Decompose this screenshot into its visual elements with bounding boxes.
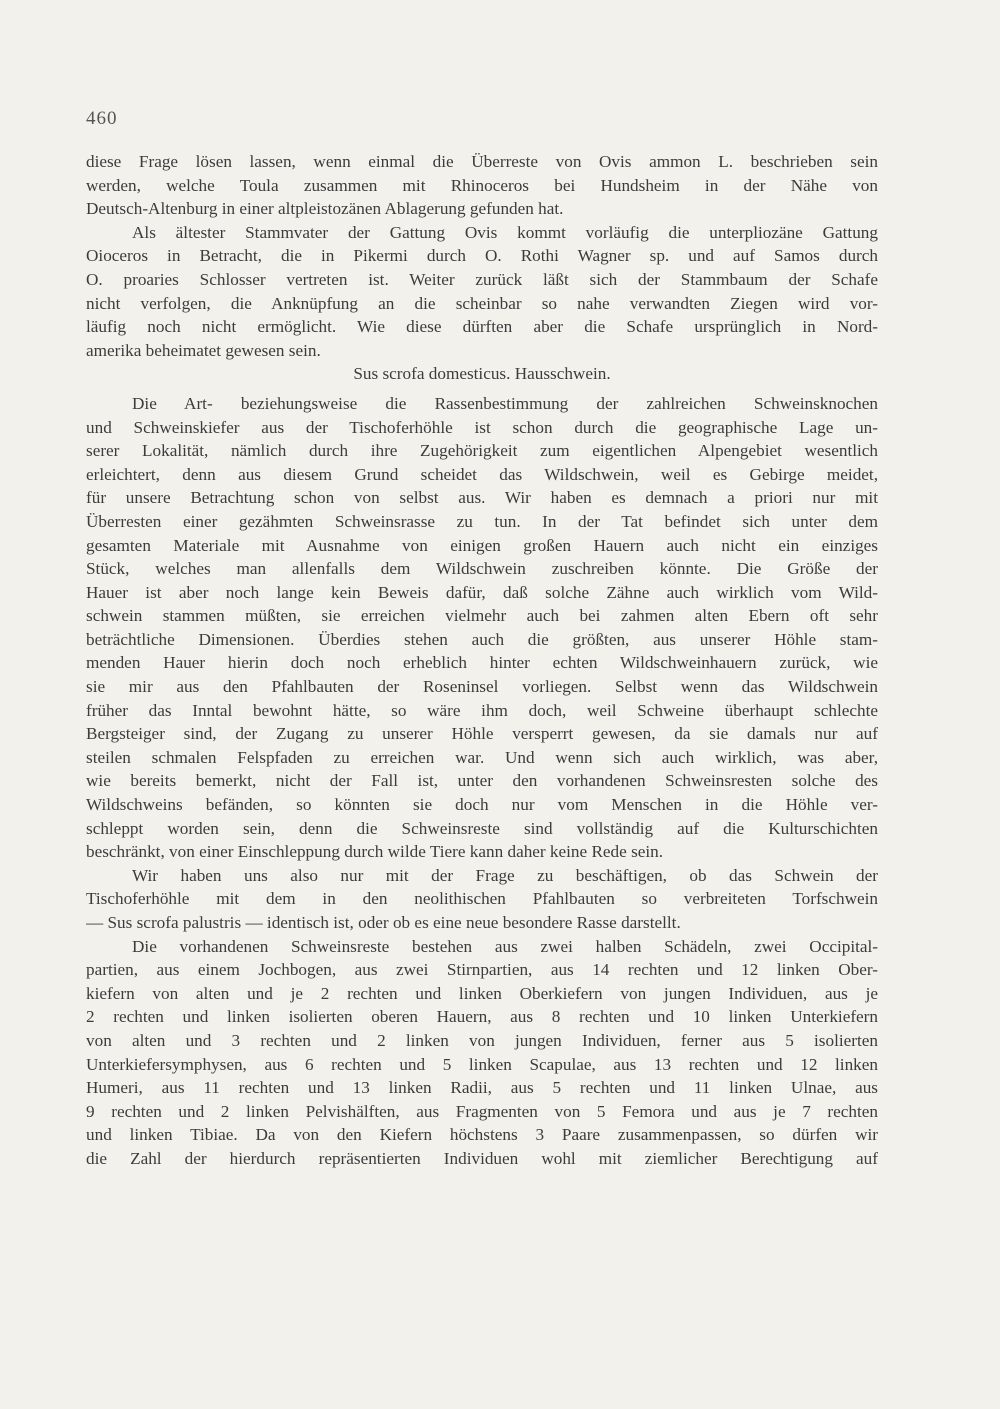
body-text [86, 150, 878, 1171]
text-line: Oioceros in Betracht, die in Pikermi durch O. Rothi Wagner sp. und auf Samos durch [86, 246, 878, 266]
text-line: und linken Tibiae. Da von den Kiefern höchstens 3 Paare zusammenpassen, so dürfen wir [86, 1125, 878, 1145]
text-line: — Sus scrofa palustris — identisch ist, oder ob es eine neue besondere Rasse darstellt. [86, 913, 681, 932]
text-line: schwein stammen müßten, sie erreichen vielmehr auch bei zahmen alten Ebern oft sehr [86, 606, 878, 626]
text-line: nicht verfolgen, die Anknüpfung an die scheinbar so nahe verwandten Ziegen wird vor- [86, 293, 878, 313]
text-line: erleichtert, denn aus diesem Grund scheidet das Wildschwein, weil es Gebirge meidet, [86, 464, 878, 484]
text-line: werden, welche Toula zusammen mit Rhinoceros bei Hundsheim in der Nähe von [86, 175, 878, 195]
text-line: schleppt worden sein, denn die Schweinsreste sind vollständig auf die Kulturschichten [86, 818, 878, 838]
text-line: Die Art- beziehungsweise die Rassenbestimmung der zahlreichen Schweinsknochen [132, 393, 878, 413]
text-line: Unterkiefersymphysen, aus 6 rechten und 5 linken Scapulae, aus 13 rechten und 12 linken [86, 1054, 878, 1074]
text-line: wie bereits bemerkt, nicht der Fall ist, unter den vorhandenen Schweinsresten solche des [86, 771, 878, 791]
text-line: Die vorhandenen Schweinsreste bestehen aus zwei halben Schädeln, zwei Occipital- [132, 936, 878, 956]
text-line: kiefern von alten und je 2 rechten und linken Oberkiefern von jungen Individuen, aus je [86, 983, 878, 1003]
text-line: läufig noch nicht ermöglicht. Wie diese dürften aber die Schafe ursprünglich in Nord- [86, 317, 878, 337]
text-line: menden Hauer hierin doch noch erheblich hinter echten Wildschweinhauern zurück, wie [86, 653, 878, 673]
text-line: Wildschweins befänden, so könnten sie doch nur vom Menschen in die Höhle ver- [86, 795, 878, 815]
text-line: gesamten Materiale mit Ausnahme von einigen großen Hauern auch nicht ein einziges [86, 535, 878, 555]
text-line: steilen schmalen Felspfaden zu erreichen war. Und wenn sich auch wirklich, was aber, [86, 747, 878, 767]
text-line: und Schweinskiefer aus der Tischoferhöhle ist schon durch die geographische Lage un- [86, 417, 878, 437]
text-line: Überresten einer gezähmten Schweinsrasse zu tun. In der Tat befindet sich unter dem [86, 511, 878, 531]
text-line: Wir haben uns also nur mit der Frage zu beschäftigen, ob das Schwein der [132, 865, 878, 885]
text-line: diese Frage lösen lassen, wenn einmal die Überreste von Ovis ammon L. beschrieben sein [86, 152, 878, 171]
text-line: Als ältester Stammvater der Gattung Ovis kommt vorläufig die unterpliozäne Gattung [132, 222, 878, 242]
text-line: Stück, welches man allenfalls dem Wildschwein zuschreiben könnte. Die Größe der [86, 559, 878, 579]
text-line: amerika beheimatet gewesen sein. [86, 340, 321, 360]
text-line: Tischoferhöhle mit dem in den neolithischen Pfahlbauten so verbreiteten Torfschwein [86, 889, 878, 909]
text-line: früher das Inntal bewohnt hätte, so wäre ihm doch, weil Schweine überhaupt schlechte [86, 700, 878, 720]
text-line: Bergsteiger sind, der Zugang zu unserer Höhle versperrt gewesen, da sie damals nur auf [86, 724, 878, 744]
text-line: partien, aus einem Jochbogen, aus zwei Stirnpartien, aus 14 rechten und 12 linken Ober- [86, 960, 878, 980]
text-line: beschränkt, von einer Einschleppung durch wilde Tiere kann daher keine Rede sein. [86, 842, 664, 862]
text-line: für unsere Betrachtung schon von selbst aus. Wir haben es demnach a priori nur mit [86, 488, 878, 508]
text-line: Humeri, aus 11 rechten und 13 linken Radii, aus 5 rechten und 11 linken Ulnae, aus [86, 1078, 878, 1098]
page-number: 460 [86, 108, 118, 129]
text-line: 9 rechten und 2 linken Pelvishälften, aus Fragmenten von 5 Femora und aus je 7 rechten [86, 1101, 878, 1121]
text-line: Hauer ist aber noch lange kein Beweis dafür, daß solche Zähne auch wirklich vom Wild- [86, 582, 878, 602]
text-line: O. proaries Schlosser vertreten ist. Weiter zurück läßt sich der Stammbaum der Schafe [86, 269, 878, 289]
text-line: serer Lokalität, nämlich durch ihre Zugehörigkeit zum eigentlichen Alpengebiet wesentlich [86, 441, 878, 461]
text-line: 2 rechten und linken isolierten oberen Hauern, aus 8 rechten und 10 linken Unterkiefern [86, 1007, 878, 1027]
text-line: von alten und 3 rechten und 2 linken von jungen Individuen, ferner aus 5 isolierten [86, 1030, 878, 1050]
text-line: die Zahl der hierdurch repräsentierten Individuen wohl mit ziemlicher Berechtigung auf [86, 1148, 878, 1168]
text-line: Deutsch-Altenburg in einer altpleistozänen Ablagerung gefunden hat. [86, 199, 564, 219]
section-heading: Sus scrofa domesticus. Hausschwein. [353, 364, 611, 384]
text-line: sie mir aus den Pfahlbauten der Roseninsel vorliegen. Selbst wenn das Wildschwein [86, 677, 878, 697]
text-line: beträchtliche Dimensionen. Überdies stehen auch die größten, aus unserer Höhle stam- [86, 629, 878, 649]
